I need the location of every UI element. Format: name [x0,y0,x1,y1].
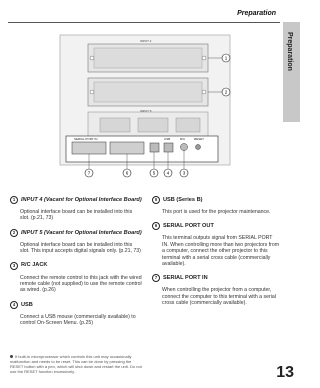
note-bullet-icon [10,355,13,358]
item-number: 2 [10,229,18,237]
svg-text:1: 1 [224,55,228,61]
reset-note [10,354,142,374]
item-text: Optional interface board can be installed into this slot. This input accepts digital signals only. (p.21, 73) [20,241,141,255]
svg-text:3: 3 [182,170,186,176]
item-usb [10,301,142,327]
description-right-column [152,196,280,314]
item-number: 3 [10,262,18,270]
svg-text:5: 5 [152,170,156,176]
item-title: SERIAL PORT IN [163,275,208,282]
item-number: 4 [10,301,18,309]
header-rule [8,22,280,23]
item-input5 [10,229,142,255]
item-title: INPUT 5 (Vacant for Optional Interface Board) [21,229,142,236]
header-title: Preparation [237,10,276,17]
item-input4 [10,196,142,222]
item-number: 6 [152,222,160,230]
terminal-panel-illustration [0,30,300,180]
label-usb: USB [164,137,171,141]
item-text: This terminal outputs signal from SERIAL PORT IN. When controlling more than two projectors from a computer, connect the other projector to this terminal with a serial cross cable (commercially available). [162,235,280,268]
item-title: SERIAL PORT OUT [163,223,214,230]
item-title: USB [21,301,33,308]
item-number: 5 [152,196,160,204]
description-left-column [10,196,142,334]
svg-text:6: 6 [125,170,129,176]
item-text: Connect the remote control to this jack with the wired remote cable (not supplied) to use the remote control as wired. (p.26) [20,274,142,294]
label-serial-port-in: SERIAL PORT IN [74,137,98,141]
item-title: R/C JACK [21,262,48,269]
label-rc: R/C [180,137,186,141]
svg-text:2: 2 [224,89,228,95]
item-serial-port-out [152,222,280,267]
svg-text:4: 4 [166,170,170,176]
note-text: If built-in microprocessor which controls this unit may occasionally malfunction and needs to be reset. This can be done by pressing the RESET button with a pen, which will shut down and restart the unit. Do not use the RESET function excessively. [10,354,142,374]
item-text: Optional interface board can be installed into this slot. (p.21, 73) [20,209,133,222]
item-usb-series-b [152,196,280,215]
item-title: INPUT 4 (Vacant for Optional Interface Board) [21,196,142,203]
label-reset: RESET [194,137,205,141]
label-input4: INPUT 4 [140,39,152,43]
svg-text:7: 7 [87,170,91,176]
label-input5: INPUT 5 [140,109,152,113]
item-rc-jack [10,262,142,294]
page-number: 13 [276,364,294,381]
item-text: This port is used for the projector maintenance. [162,209,271,215]
item-title: USB (Series B) [163,196,203,203]
side-tab-label: Preparation [286,32,293,71]
item-number: 7 [152,274,160,282]
item-text: When controlling the projector from a computer, connect the computer to this terminal with a serial cross cable (commercially available). [162,287,276,307]
item-number: 1 [10,196,18,204]
item-text: Connect a USB mouse (commercially available) to control On-Screen Menu. (p.25) [20,313,136,327]
item-serial-port-in [152,274,280,306]
